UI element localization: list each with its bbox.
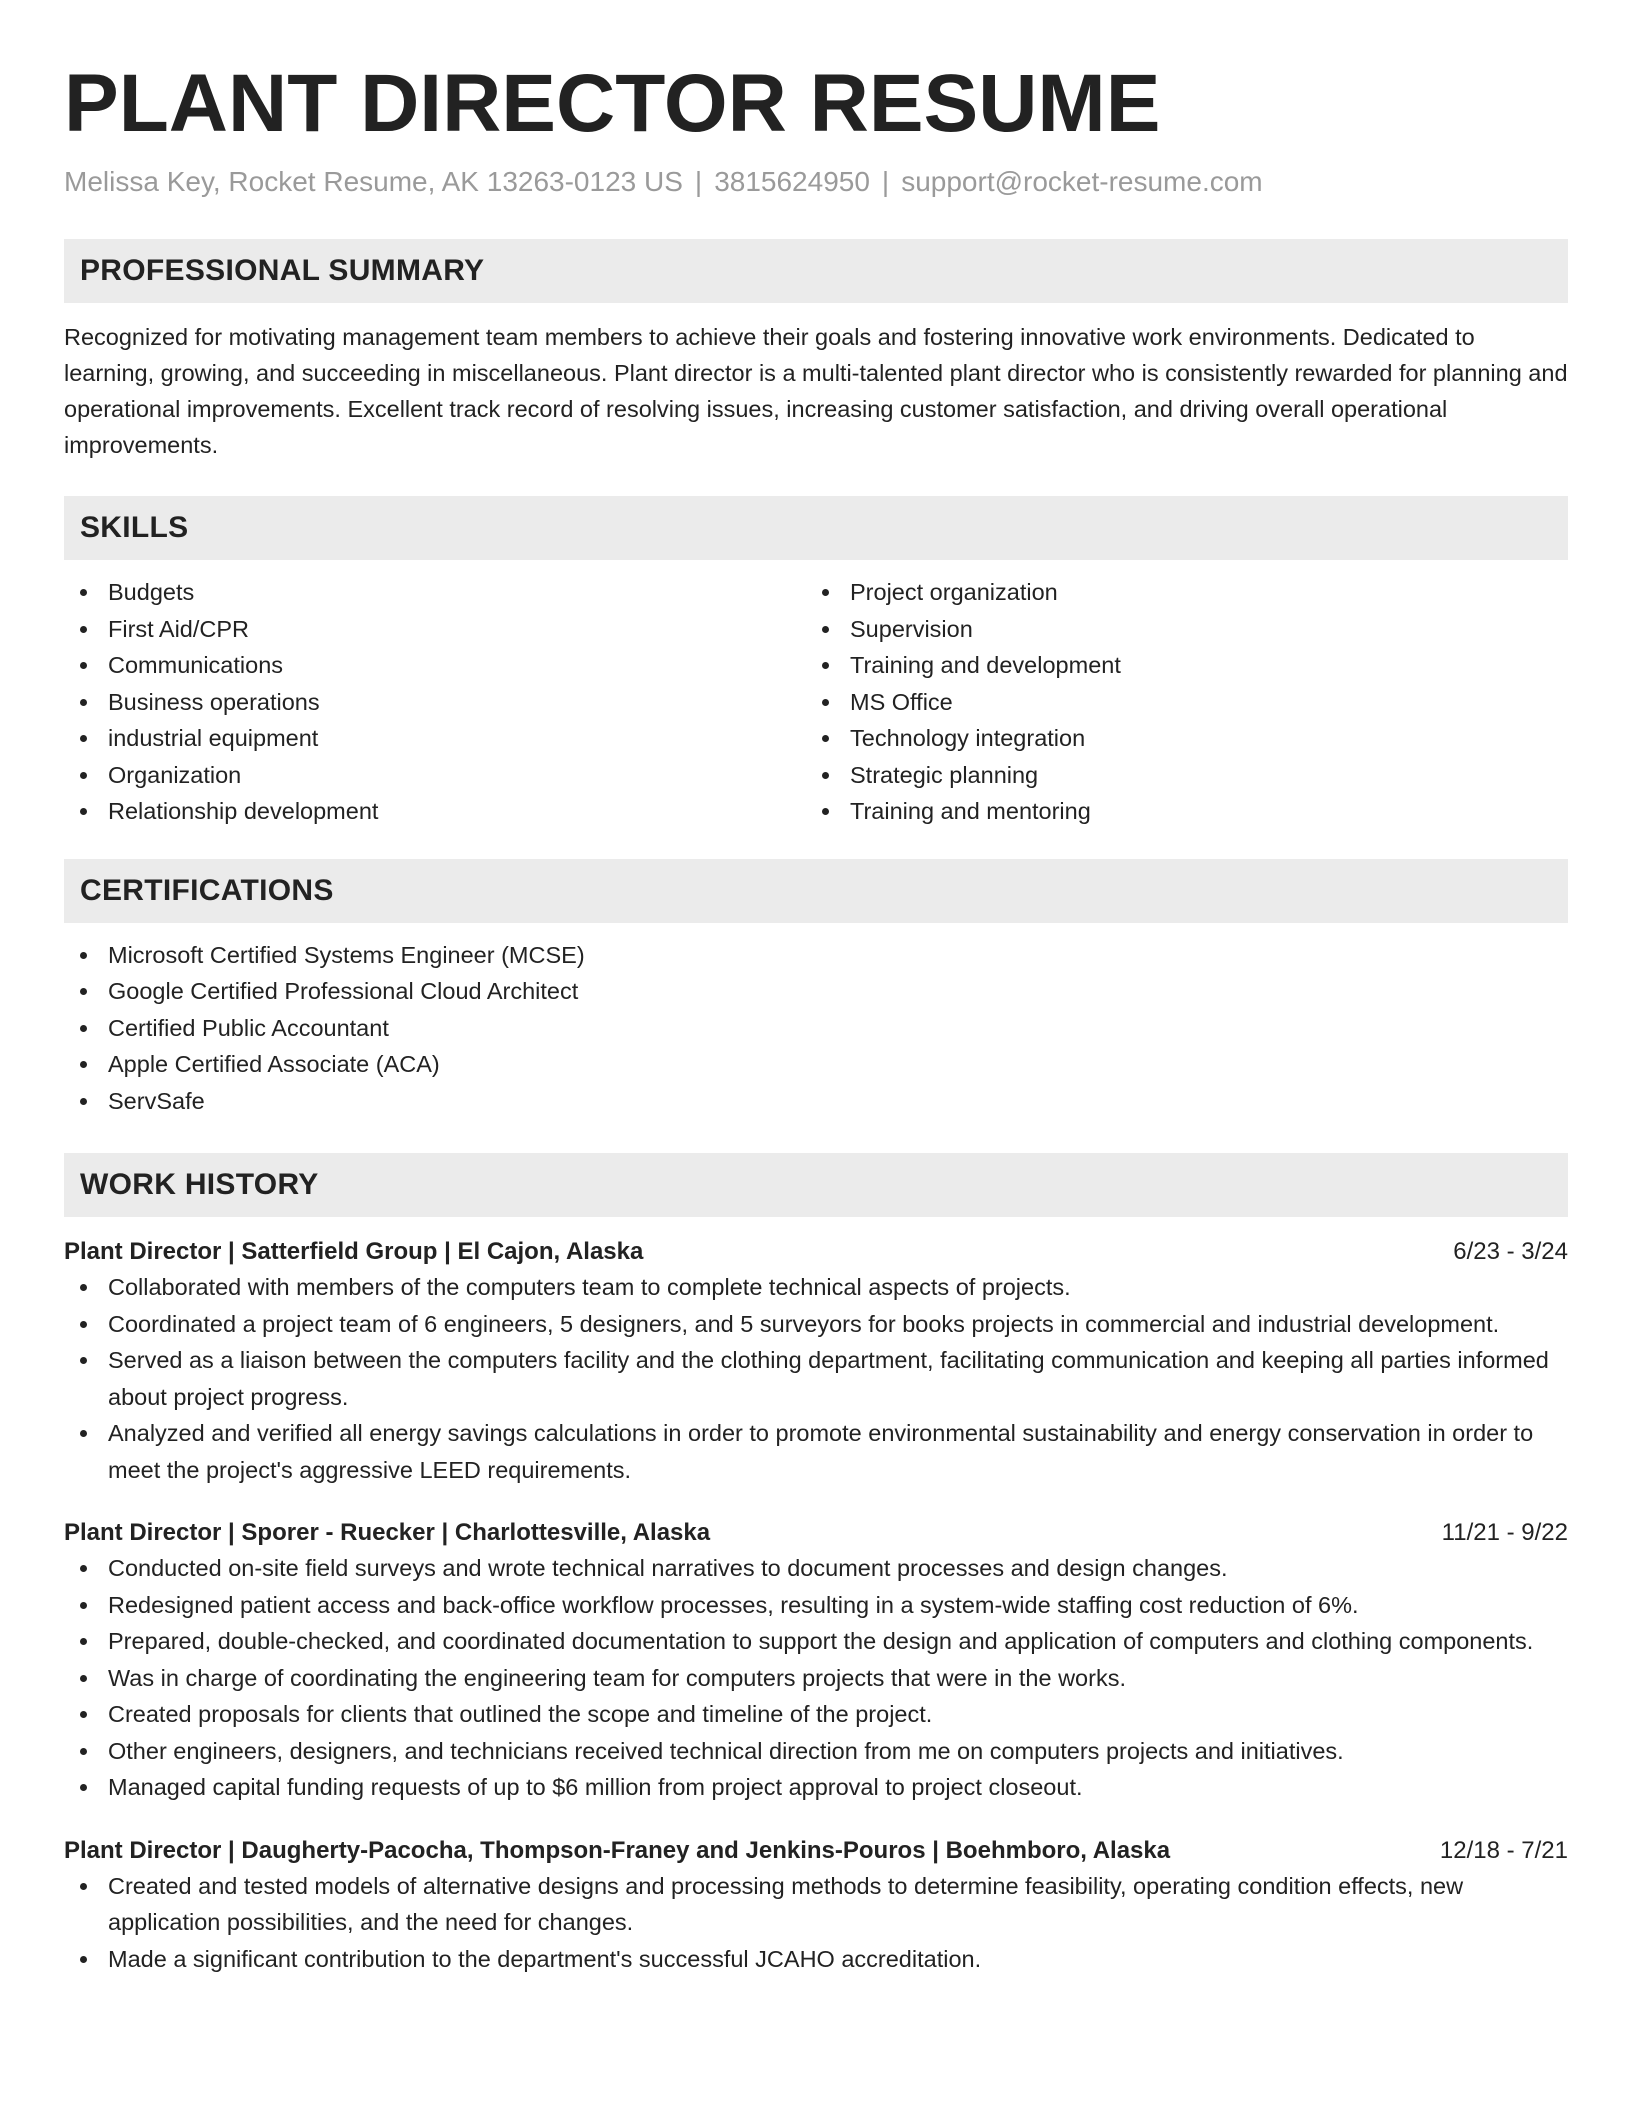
job-title: Plant Director | Satterfield Group | El Cajon, Alaska [64, 1238, 644, 1265]
skill-item: Organization [64, 757, 806, 794]
job-entry [64, 1235, 1568, 1488]
skill-item: Business operations [64, 684, 806, 721]
certifications-section [64, 859, 1568, 1120]
work-history-heading: WORK HISTORY [64, 1153, 1568, 1217]
job-dates: 12/18 - 7/21 [1439, 1836, 1568, 1864]
job-title: Plant Director | Sporer - Ruecker | Charlottesville, Alaska [64, 1519, 711, 1546]
skill-item: Communications [64, 647, 806, 684]
skill-item: Relationship development [64, 793, 806, 830]
job-bullet: Prepared, double-checked, and coordinated documentation to support the design and application of computers and clothing components. [64, 1623, 1568, 1660]
job-bullet-list [64, 1550, 1568, 1806]
job-bullet: Managed capital funding requests of up to $6 million from project approval to project closeout. [64, 1769, 1568, 1806]
work-history-section [64, 1153, 1568, 1977]
resume-page [64, 0, 1568, 1977]
skill-item: Project organization [806, 574, 1548, 611]
skills-right-column [806, 574, 1548, 830]
contact-address: Melissa Key, Rocket Resume, AK 13263-0123 US [64, 166, 683, 197]
job-bullet-list [64, 1269, 1568, 1488]
skill-item: MS Office [806, 684, 1548, 721]
job-dates: 6/23 - 3/24 [1453, 1238, 1568, 1265]
certifications-list [64, 937, 1568, 1120]
job-dates: 11/21 - 9/22 [1441, 1519, 1568, 1546]
skills-heading: SKILLS [64, 496, 1568, 560]
job-bullet: Redesigned patient access and back-office workflow processes, resulting in a system-wide staffing cost reduction of 6%. [64, 1587, 1568, 1624]
job-bullet: Served as a liaison between the computers facility and the clothing department, facilitating communication and keeping all parties informed about project progress. [64, 1342, 1568, 1415]
job-bullet: Other engineers, designers, and technicians received technical direction from me on computers projects and initiatives. [64, 1733, 1568, 1770]
job-bullet-list [64, 1868, 1568, 1978]
skills-left-column [64, 574, 806, 830]
job-bullet: Analyzed and verified all energy savings calculations in order to promote environmental sustainability and energy conservation in order to meet the project's aggressive LEED requirements. [64, 1415, 1568, 1488]
resume-title: PLANT DIRECTOR RESUME [64, 58, 1161, 149]
summary-section [64, 239, 1568, 463]
job-bullet: Was in charge of coordinating the engineering team for computers projects that were in the works. [64, 1660, 1568, 1697]
job-bullet: Created proposals for clients that outlined the scope and timeline of the project. [64, 1696, 1568, 1733]
skill-item: Strategic planning [806, 757, 1548, 794]
skill-item: Training and mentoring [806, 793, 1548, 830]
summary-text: Recognized for motivating management team members to achieve their goals and fostering innovative work environments. Dedicated to learning, growing, and succeeding in miscellaneous. Plant director is a multi-talented plant director who is consistently rewarded for planning and operational improvements. Excellent track record of resolving issues, increasing customer satisfaction, and driving overall operational improvements. [64, 324, 1568, 458]
job-header [64, 1834, 1568, 1868]
certification-item: ServSafe [64, 1083, 1568, 1120]
skill-item: Supervision [806, 611, 1548, 648]
job-bullet: Made a significant contribution to the department's successful JCAHO accreditation. [64, 1941, 1568, 1978]
job-title: Plant Director | Daugherty-Pacocha, Thompson-Franey and Jenkins-Pouros | Boehmboro, Alaska [64, 1836, 1171, 1864]
skill-item: First Aid/CPR [64, 611, 806, 648]
job-bullet: Conducted on-site field surveys and wrote technical narratives to document processes and design changes. [64, 1550, 1568, 1587]
contact-email[interactable]: support@rocket-resume.com [901, 166, 1263, 197]
certification-item: Google Certified Professional Cloud Architect [64, 973, 1568, 1010]
skill-item: Training and development [806, 647, 1548, 684]
contact-separator: | [881, 166, 890, 197]
contact-line [64, 164, 1568, 200]
job-bullet: Coordinated a project team of 6 engineers, 5 designers, and 5 surveyors for books projects in commercial and industrial development. [64, 1306, 1568, 1343]
job-header [64, 1235, 1568, 1269]
skill-item: Technology integration [806, 720, 1548, 757]
job-bullet: Created and tested models of alternative designs and processing methods to determine feasibility, operating condition effects, new application possibilities, and the need for changes. [64, 1868, 1568, 1941]
job-entry [64, 1834, 1568, 1978]
job-entry [64, 1516, 1568, 1806]
contact-phone: 3815624950 [714, 166, 870, 197]
certification-item: Microsoft Certified Systems Engineer (MCSE) [64, 937, 1568, 974]
summary-heading: PROFESSIONAL SUMMARY [64, 239, 1568, 303]
certifications-heading: CERTIFICATIONS [64, 859, 1568, 923]
skill-item: Budgets [64, 574, 806, 611]
contact-separator: | [694, 166, 703, 197]
skills-section [64, 496, 1568, 830]
certification-item: Certified Public Accountant [64, 1010, 1568, 1047]
job-bullet: Collaborated with members of the computers team to complete technical aspects of projects. [64, 1269, 1568, 1306]
job-header [64, 1516, 1568, 1550]
skills-grid [64, 574, 1568, 830]
certification-item: Apple Certified Associate (ACA) [64, 1046, 1568, 1083]
skill-item: industrial equipment [64, 720, 806, 757]
